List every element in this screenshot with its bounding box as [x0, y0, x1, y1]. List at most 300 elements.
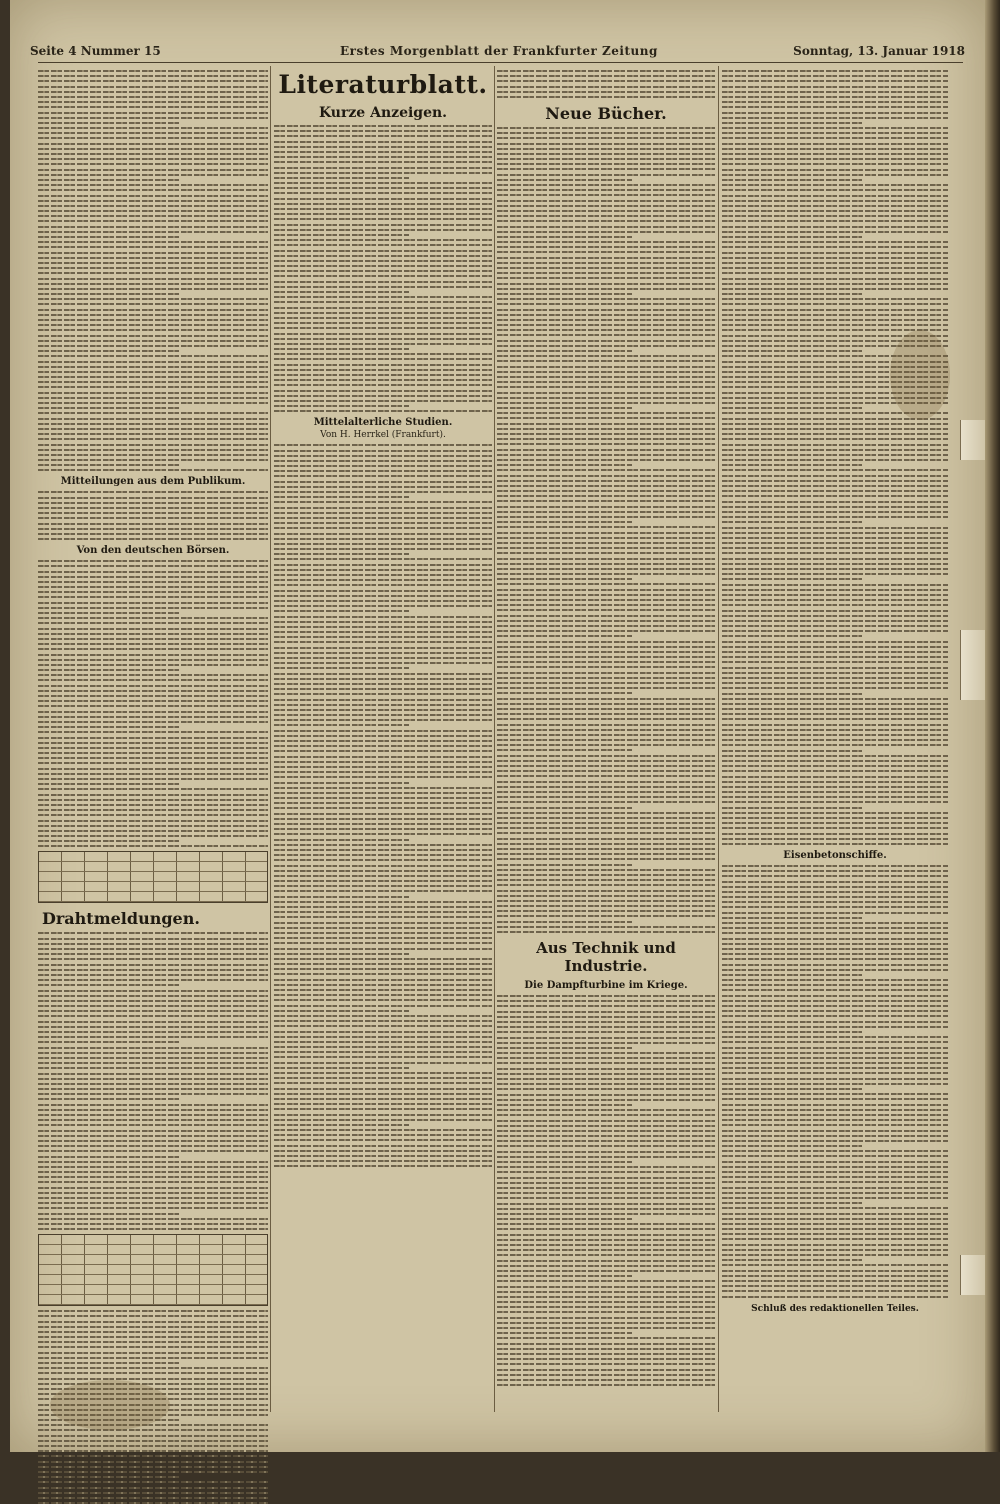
text-line	[274, 343, 492, 345]
text-line	[38, 711, 268, 713]
column-3	[497, 66, 715, 1442]
text-line	[38, 523, 268, 525]
section-heading: Neue Bücher.	[545, 103, 667, 123]
text-line	[722, 750, 862, 752]
text-line	[38, 1114, 268, 1116]
text-line	[38, 386, 268, 388]
text-line	[722, 459, 948, 461]
text-line	[722, 1244, 948, 1246]
text-line	[722, 1197, 948, 1199]
section-heading: Mitteilungen aus dem Publikum.	[60, 476, 246, 488]
text-line	[497, 137, 715, 139]
text-line	[497, 1343, 715, 1345]
text-line	[38, 418, 268, 420]
text-line	[722, 651, 948, 653]
text-line	[722, 283, 948, 285]
text-line	[497, 189, 715, 191]
text-line	[38, 371, 268, 373]
text-line	[497, 1275, 632, 1277]
text-line	[497, 698, 715, 700]
text-line	[38, 1062, 268, 1064]
text-line	[497, 371, 715, 373]
text-line	[497, 713, 715, 715]
text-line	[497, 1322, 715, 1324]
text-line	[497, 692, 632, 694]
text-line	[274, 465, 492, 467]
text-line	[722, 927, 948, 929]
text-line	[38, 169, 268, 171]
text-line	[38, 747, 268, 749]
column-divider	[270, 66, 271, 1412]
text-line	[722, 865, 948, 867]
text-line	[722, 922, 948, 924]
text-line	[274, 410, 492, 412]
text-line	[274, 942, 492, 944]
text-line	[38, 464, 181, 466]
text-line	[497, 428, 715, 430]
text-line	[38, 1104, 268, 1106]
text-line	[38, 376, 268, 378]
text-line	[38, 91, 268, 93]
text-line	[722, 568, 948, 570]
text-line	[497, 257, 715, 259]
text-line	[274, 475, 492, 477]
text-line	[38, 830, 268, 832]
text-line	[722, 236, 862, 238]
text-line	[38, 195, 268, 197]
text-line	[722, 870, 948, 872]
text-line	[722, 1047, 948, 1049]
text-line	[722, 630, 948, 632]
text-line	[722, 257, 948, 259]
text-line	[497, 838, 715, 840]
text-line	[38, 581, 268, 583]
text-line	[274, 1134, 492, 1136]
text-line	[722, 578, 862, 580]
text-line	[274, 683, 492, 685]
text-line	[722, 1176, 948, 1178]
text-line	[497, 1109, 715, 1111]
text-line	[497, 874, 715, 876]
text-line	[274, 187, 492, 189]
text-line	[497, 86, 715, 88]
text-line	[722, 288, 948, 290]
text-line	[497, 1156, 715, 1158]
text-line	[497, 630, 715, 632]
text-line	[274, 548, 492, 550]
text-line	[497, 905, 715, 907]
text-line	[722, 776, 948, 778]
text-line	[274, 444, 492, 446]
text-line	[497, 547, 715, 549]
text-line	[722, 324, 948, 326]
text-line	[497, 267, 715, 269]
text-line	[38, 1197, 268, 1199]
text-line	[274, 538, 492, 540]
text-line	[38, 314, 268, 316]
text-line	[274, 517, 492, 519]
text-line	[497, 438, 715, 440]
text-line	[38, 820, 268, 822]
text-line	[274, 600, 492, 602]
text-line	[497, 1005, 715, 1007]
text-line	[497, 469, 715, 471]
text-line	[38, 804, 268, 806]
text-line	[497, 1291, 715, 1293]
text-line	[38, 1466, 268, 1468]
text-line	[722, 449, 948, 451]
text-line	[497, 490, 715, 492]
text-line	[38, 1378, 268, 1380]
text-line	[497, 672, 715, 674]
text-line	[722, 1181, 948, 1183]
text-line	[38, 1471, 268, 1473]
text-line	[274, 792, 492, 794]
text-line	[497, 827, 715, 829]
text-line	[38, 726, 181, 728]
text-line	[497, 1042, 715, 1044]
text-line	[38, 1207, 268, 1209]
text-line	[722, 293, 862, 295]
text-line	[274, 724, 409, 726]
text-line	[722, 843, 948, 845]
text-line	[274, 641, 492, 643]
text-line	[497, 200, 715, 202]
text-line	[38, 654, 268, 656]
text-line	[497, 729, 715, 731]
text-line	[38, 674, 268, 676]
text-line	[722, 163, 948, 165]
text-line	[722, 1264, 948, 1266]
text-line	[722, 516, 948, 518]
text-line	[722, 1052, 948, 1054]
text-line	[38, 794, 268, 796]
text-line	[274, 460, 492, 462]
text-line	[722, 807, 862, 809]
text-line	[722, 1150, 948, 1152]
section-subheading: Kurze Anzeigen.	[318, 105, 448, 121]
text-line	[274, 1124, 409, 1126]
text-line	[497, 537, 715, 539]
text-line	[274, 688, 492, 690]
text-line	[38, 449, 268, 451]
text-line	[38, 669, 181, 671]
text-line	[497, 858, 715, 860]
text-line	[274, 569, 492, 571]
text-line	[274, 558, 492, 560]
text-line	[38, 835, 268, 837]
text-line	[722, 298, 948, 300]
text-line	[722, 179, 862, 181]
text-line	[497, 532, 715, 534]
text-line	[274, 1010, 409, 1012]
text-line	[38, 1315, 268, 1317]
text-line	[274, 501, 492, 503]
text-line	[274, 239, 492, 241]
text-line	[274, 1160, 492, 1162]
text-line	[38, 591, 268, 593]
text-line	[722, 220, 948, 222]
text-block	[722, 70, 948, 845]
text-line	[38, 737, 268, 739]
text-line	[38, 695, 268, 697]
text-line	[497, 739, 715, 741]
text-line	[274, 167, 492, 169]
text-line	[722, 1067, 948, 1069]
text-line	[274, 512, 492, 514]
text-line	[722, 729, 948, 731]
text-line	[274, 652, 492, 654]
text-line	[274, 590, 492, 592]
text-line	[38, 1181, 268, 1183]
text-line	[722, 132, 948, 134]
text-line	[722, 407, 862, 409]
text-line	[497, 158, 715, 160]
text-line	[497, 817, 715, 819]
text-line	[722, 901, 948, 903]
text-line	[722, 75, 948, 77]
text-line	[38, 1487, 268, 1489]
text-line	[274, 348, 409, 350]
text-line	[497, 1228, 715, 1230]
table-row	[39, 1265, 267, 1275]
text-line	[722, 475, 948, 477]
text-line	[274, 818, 492, 820]
text-line	[274, 1031, 492, 1033]
text-line	[722, 86, 948, 88]
text-line	[274, 275, 492, 277]
text-line	[274, 496, 409, 498]
text-line	[497, 1317, 715, 1319]
text-line	[497, 724, 715, 726]
text-line	[497, 853, 715, 855]
text-line	[497, 319, 715, 321]
text-line	[274, 307, 492, 309]
text-line	[722, 444, 948, 446]
text-line	[722, 1233, 948, 1235]
text-line	[38, 444, 268, 446]
text-line	[722, 262, 948, 264]
text-line	[274, 1098, 492, 1100]
text-line	[274, 369, 492, 371]
text-line	[722, 625, 948, 627]
text-line	[38, 809, 268, 811]
text-line	[722, 532, 948, 534]
text-block	[38, 560, 268, 847]
text-line	[722, 958, 948, 960]
text-line	[722, 1005, 948, 1007]
text-line	[38, 1341, 268, 1343]
text-line	[274, 844, 492, 846]
text-line	[38, 1176, 268, 1178]
text-line	[722, 786, 948, 788]
text-line	[274, 1155, 492, 1157]
text-line	[497, 749, 632, 751]
text-line	[497, 796, 715, 798]
text-line	[38, 964, 268, 966]
text-line	[722, 314, 948, 316]
text-line	[722, 1031, 862, 1033]
text-line	[38, 576, 268, 578]
text-line	[497, 869, 715, 871]
text-line	[38, 1357, 268, 1359]
text-line	[722, 506, 948, 508]
text-line	[722, 912, 948, 914]
text-line	[497, 1068, 715, 1070]
text-line	[274, 1139, 492, 1141]
text-line	[497, 910, 715, 912]
text-line	[722, 713, 948, 715]
text-line	[38, 1067, 268, 1069]
text-line	[274, 333, 492, 335]
text-line	[38, 96, 268, 98]
text-line	[497, 1327, 715, 1329]
text-block	[497, 127, 715, 933]
text-line	[497, 236, 632, 238]
text-line	[497, 1140, 715, 1142]
text-line	[497, 755, 715, 757]
text-line	[274, 782, 409, 784]
text-line	[38, 1476, 181, 1478]
text-line	[497, 127, 715, 129]
text-line	[274, 491, 492, 493]
text-block	[274, 125, 492, 412]
text-line	[722, 200, 948, 202]
text-line	[274, 301, 492, 303]
text-line	[722, 584, 948, 586]
text-line	[38, 1346, 268, 1348]
text-line	[38, 70, 268, 72]
text-line	[497, 1145, 715, 1147]
text-line	[497, 179, 632, 181]
text-line	[38, 158, 268, 160]
text-line	[274, 662, 492, 664]
text-line	[38, 200, 268, 202]
text-line	[274, 533, 492, 535]
text-line	[274, 213, 492, 215]
text-line	[274, 156, 492, 158]
text-line	[274, 948, 492, 950]
text-line	[497, 153, 715, 155]
text-line	[497, 1244, 715, 1246]
text-line	[497, 568, 715, 570]
text-line	[497, 511, 715, 513]
text-line	[38, 220, 268, 222]
text-line	[497, 1311, 715, 1313]
text-line	[274, 776, 492, 778]
text-line	[722, 127, 948, 129]
text-line	[38, 438, 268, 440]
text-line	[497, 433, 715, 435]
text-line	[38, 226, 268, 228]
text-line	[274, 605, 492, 607]
table-row	[39, 852, 267, 862]
text-line	[38, 1036, 268, 1038]
text-line	[722, 672, 948, 674]
text-line	[497, 781, 715, 783]
text-line	[38, 1171, 268, 1173]
text-line	[497, 651, 715, 653]
text-line	[274, 564, 492, 566]
text-line	[274, 260, 492, 262]
text-line	[38, 974, 268, 976]
text-line	[497, 615, 715, 617]
section-subheading: Die Dampfturbine im Kriege.	[524, 980, 688, 991]
text-line	[38, 612, 181, 614]
text-line	[497, 1182, 715, 1184]
text-line	[722, 620, 948, 622]
text-line	[722, 1021, 948, 1023]
text-line	[274, 192, 492, 194]
text-line	[497, 718, 715, 720]
text-line	[722, 1259, 862, 1261]
text-line	[497, 350, 632, 352]
text-line	[497, 174, 715, 176]
text-line	[38, 502, 268, 504]
text-line	[497, 1374, 715, 1376]
text-line	[497, 1130, 715, 1132]
text-line	[38, 1435, 268, 1437]
text-line	[722, 765, 948, 767]
text-line	[722, 744, 948, 746]
text-line	[274, 574, 492, 576]
text-line	[722, 80, 948, 82]
text-line	[38, 783, 181, 785]
text-line	[38, 1026, 268, 1028]
text-line	[722, 1026, 948, 1028]
text-line	[722, 1285, 948, 1287]
text-line	[274, 1056, 492, 1058]
text-line	[497, 1125, 715, 1127]
text-line	[722, 1109, 948, 1111]
text-line	[497, 1037, 715, 1039]
text-block	[38, 932, 268, 1230]
text-line	[274, 198, 492, 200]
text-line	[38, 1140, 268, 1142]
text-line	[274, 1046, 492, 1048]
text-line	[38, 938, 268, 940]
text-line	[38, 932, 268, 934]
text-line	[497, 1208, 715, 1210]
text-line	[722, 974, 862, 976]
text-line	[497, 791, 715, 793]
text-line	[497, 1062, 715, 1064]
text-line	[722, 226, 948, 228]
text-line	[722, 423, 948, 425]
text-line	[497, 931, 715, 933]
text-line	[38, 309, 268, 311]
text-line	[722, 91, 948, 93]
text-line	[274, 828, 492, 830]
text-line	[274, 1088, 492, 1090]
text-line	[497, 277, 715, 279]
text-line	[274, 1093, 492, 1095]
text-line	[38, 174, 268, 176]
text-line	[38, 210, 268, 212]
text-line	[722, 610, 948, 612]
text-line	[274, 766, 492, 768]
text-line	[274, 353, 492, 355]
text-line	[38, 1052, 268, 1054]
text-line	[38, 648, 268, 650]
text-line	[38, 101, 268, 103]
text-line	[274, 265, 492, 267]
text-line	[38, 528, 268, 530]
text-line	[497, 1301, 715, 1303]
text-line	[38, 1336, 268, 1338]
text-line	[274, 875, 492, 877]
column-4	[722, 66, 948, 1442]
